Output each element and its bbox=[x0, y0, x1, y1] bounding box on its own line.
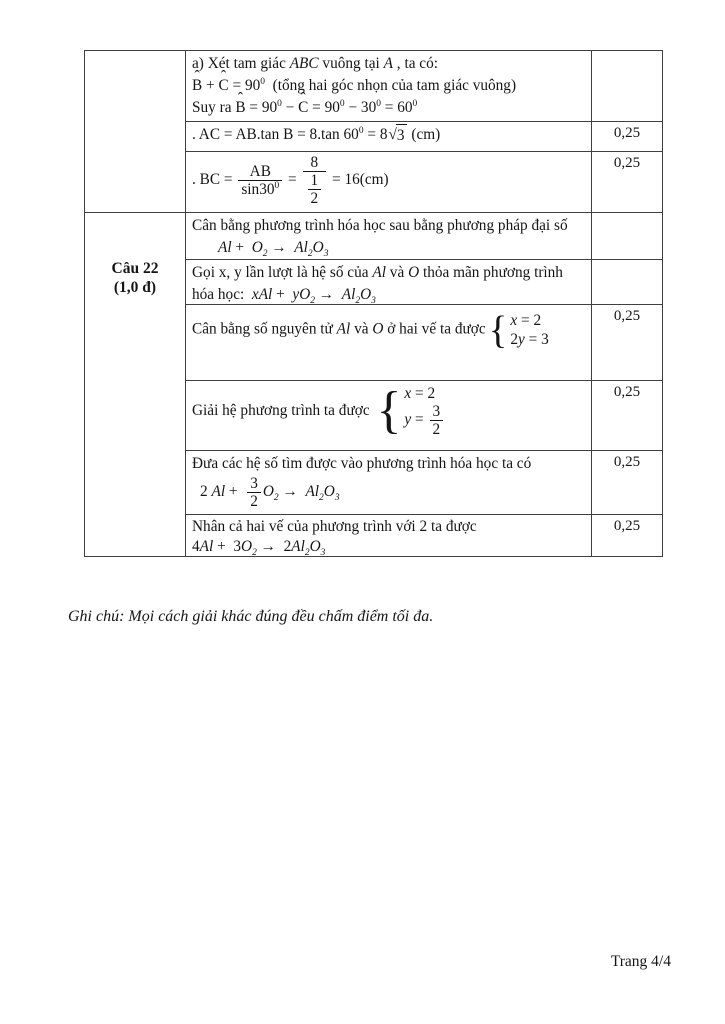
fraction-numerator bbox=[430, 403, 444, 421]
solution-text-line bbox=[192, 453, 589, 475]
text-segment: = 2 bbox=[411, 385, 436, 402]
text-segment: = 8 bbox=[363, 126, 388, 143]
text-segment: , ta có: bbox=[392, 55, 438, 72]
text-segment: 0 bbox=[376, 98, 381, 109]
solution-cell bbox=[186, 515, 592, 556]
answer-key-table bbox=[84, 50, 663, 557]
solution-cell bbox=[186, 213, 592, 259]
text-segment: O bbox=[360, 286, 372, 303]
text-segment: A bbox=[383, 55, 393, 72]
text-segment: Al bbox=[291, 538, 305, 555]
system-lines bbox=[510, 311, 548, 349]
score-cell: 0,25 bbox=[613, 518, 641, 534]
text-segment: O bbox=[408, 264, 420, 281]
radicand: 3 bbox=[396, 124, 407, 147]
chem-equation-line bbox=[192, 537, 589, 556]
text-segment: 2 bbox=[273, 493, 279, 504]
solution-text-line bbox=[192, 215, 589, 237]
fraction-numerator bbox=[308, 172, 322, 190]
text-segment: O bbox=[241, 538, 253, 555]
section-rows bbox=[186, 213, 662, 556]
table-row bbox=[186, 304, 662, 380]
text-segment: O bbox=[309, 538, 321, 555]
text-segment: 3 bbox=[323, 249, 329, 259]
equation-line bbox=[192, 154, 589, 207]
text-segment: Al bbox=[372, 264, 386, 281]
text-segment: = 90 bbox=[228, 77, 261, 94]
text-segment: = bbox=[411, 410, 428, 428]
text-segment: (cm) bbox=[407, 126, 441, 143]
text-segment: 8 bbox=[310, 154, 319, 171]
text-segment: Giải hệ phương trình ta được bbox=[192, 401, 374, 419]
table-row bbox=[186, 51, 662, 121]
score-cell: 0,25 bbox=[613, 125, 641, 141]
text-segment: 2 bbox=[304, 548, 310, 556]
text-segment: 3 bbox=[320, 548, 326, 556]
text-segment: Cân bằng số nguyên tử bbox=[192, 320, 337, 338]
fraction bbox=[238, 163, 282, 198]
text-segment: 2 bbox=[250, 493, 258, 511]
text-segment: = 90 bbox=[245, 99, 278, 116]
text-segment: 2 bbox=[262, 249, 268, 259]
text-segment: 2 bbox=[510, 331, 519, 349]
table-section-cau22 bbox=[85, 212, 662, 556]
system-brace-icon: { bbox=[488, 308, 508, 352]
text-segment: yO bbox=[292, 286, 311, 303]
score-cell: 0,25 bbox=[613, 454, 641, 470]
text-segment: Al bbox=[336, 320, 351, 338]
fraction-denominator bbox=[247, 493, 261, 510]
equation-line bbox=[192, 75, 589, 97]
text-segment: − bbox=[281, 99, 299, 116]
solution-cell bbox=[186, 152, 592, 212]
text-segment: vuông tại bbox=[318, 55, 384, 72]
score-cell: 0,25 bbox=[613, 155, 641, 171]
solution-cell bbox=[186, 260, 592, 304]
text-segment: Al bbox=[294, 239, 308, 256]
table-row bbox=[186, 450, 662, 514]
text-segment: và bbox=[350, 320, 373, 338]
solution-cell bbox=[186, 381, 592, 450]
text-segment: ABC bbox=[289, 55, 319, 72]
text-segment: O bbox=[251, 239, 263, 256]
table-row bbox=[186, 121, 662, 151]
text-segment: 0 bbox=[358, 125, 364, 136]
text-segment: → 2 bbox=[256, 538, 292, 555]
equation-line bbox=[192, 124, 589, 147]
fraction bbox=[247, 475, 261, 510]
text-segment: + 3 bbox=[213, 538, 242, 555]
chem-equation-line bbox=[192, 475, 589, 510]
text-segment: → bbox=[278, 483, 306, 501]
fraction-numerator bbox=[238, 163, 282, 181]
text-segment: 3 bbox=[334, 493, 340, 504]
system-line bbox=[510, 330, 548, 349]
text-segment: + bbox=[202, 77, 219, 94]
text-segment: Al bbox=[211, 483, 226, 501]
text-segment: xAl bbox=[251, 286, 273, 303]
text-segment: ở hai vế ta được bbox=[383, 320, 486, 338]
text-segment: và bbox=[385, 264, 409, 281]
fraction-numerator bbox=[247, 475, 261, 493]
text-segment: x bbox=[510, 312, 518, 329]
text-segment: 0 bbox=[277, 98, 282, 109]
text-segment: → bbox=[314, 286, 342, 303]
text-segment: ˆ C bbox=[218, 75, 228, 97]
text-segment: x bbox=[404, 385, 412, 402]
page-number: Trang 4/4 bbox=[610, 953, 671, 970]
system-line bbox=[404, 403, 445, 438]
table-section-geometry bbox=[85, 51, 662, 212]
sqrt-radical bbox=[389, 124, 407, 147]
question-points: (1,0 đ) bbox=[113, 279, 157, 296]
text-segment: Al bbox=[199, 538, 214, 555]
radical-sign-icon: √ bbox=[388, 126, 397, 143]
fraction-denominator bbox=[303, 172, 327, 207]
question-label bbox=[85, 213, 185, 297]
text-segment: − 30 bbox=[344, 99, 377, 116]
text-segment: = 60 bbox=[380, 99, 413, 116]
text-segment: Nhân cả hai vế của phương trình với 2 ta được bbox=[192, 518, 477, 535]
text-segment: y bbox=[518, 331, 525, 349]
text-segment: 2 bbox=[307, 249, 313, 259]
text-segment: 2 bbox=[252, 548, 257, 556]
text-segment: + bbox=[231, 239, 252, 256]
text-segment: 0 bbox=[339, 98, 345, 109]
question-number: Câu 22 bbox=[111, 260, 159, 277]
score-cell: 0,25 bbox=[613, 384, 641, 400]
text-segment: (tổng hai góc nhọn của tam giác vuông) bbox=[265, 77, 517, 94]
table-row bbox=[186, 514, 662, 556]
table-row bbox=[186, 259, 662, 304]
chem-equation-line bbox=[192, 284, 589, 304]
table-row bbox=[186, 380, 662, 450]
solution-cell bbox=[186, 305, 592, 380]
fraction-denominator bbox=[238, 181, 282, 198]
footer-note: Ghi chú: Mọi cách giải khác đúng đều chấm điểm tối đa. bbox=[68, 608, 434, 625]
section-rows bbox=[186, 51, 662, 212]
fraction bbox=[303, 154, 327, 207]
text-segment: = 16(cm) bbox=[328, 171, 389, 189]
text-segment: 0 bbox=[412, 98, 418, 109]
text-segment: + bbox=[272, 286, 293, 303]
solution-cell bbox=[186, 122, 592, 151]
text-segment: 3 bbox=[371, 296, 376, 304]
text-segment: hóa học: bbox=[192, 286, 252, 303]
table-row bbox=[186, 151, 662, 212]
solution-text-line bbox=[192, 53, 589, 75]
equation-system bbox=[376, 382, 445, 439]
solution-text-line bbox=[192, 517, 589, 537]
text-segment: 3 bbox=[250, 475, 258, 492]
text-segment: AB bbox=[249, 163, 271, 181]
text-segment: thỏa mãn phương trình bbox=[419, 264, 563, 281]
text-segment: + bbox=[225, 483, 246, 501]
text-segment: = 90 bbox=[308, 99, 340, 116]
text-segment: 2 bbox=[200, 483, 212, 501]
text-segment: O bbox=[262, 483, 274, 501]
text-segment: Cân bằng phương trình hóa học sau bằng phương pháp đại số bbox=[192, 217, 568, 234]
fraction-denominator bbox=[308, 190, 322, 207]
solution-cell bbox=[186, 451, 592, 514]
text-segment: ˆ B bbox=[192, 75, 202, 97]
text-segment: 2 bbox=[432, 420, 441, 438]
score-cell: 0,25 bbox=[613, 308, 641, 324]
text-segment: ˆ C bbox=[298, 97, 308, 119]
system-brace-icon: { bbox=[376, 382, 402, 439]
text-segment: a) Xét tam giác bbox=[192, 55, 290, 72]
score-cell bbox=[592, 260, 662, 304]
solution-cell bbox=[186, 51, 592, 121]
text-segment: = 3 bbox=[524, 331, 549, 349]
text-segment: 2 bbox=[355, 296, 361, 304]
text-segment: = bbox=[284, 171, 301, 189]
score-cell bbox=[592, 213, 662, 259]
text-segment: 1 bbox=[310, 172, 319, 190]
fraction bbox=[430, 403, 444, 438]
text-segment: 4 bbox=[192, 538, 200, 555]
text-segment: O bbox=[312, 239, 324, 256]
fraction bbox=[308, 172, 322, 207]
text-segment: Al bbox=[218, 239, 232, 256]
text-segment: Al bbox=[305, 483, 320, 501]
text-segment: . AC = AB.tan B = 8.tan 60 bbox=[192, 126, 359, 143]
text-segment: 2 bbox=[310, 190, 319, 208]
solution-text-line bbox=[192, 262, 589, 284]
system-line bbox=[510, 311, 541, 330]
score-cell bbox=[592, 51, 662, 121]
text-segment: Suy ra bbox=[192, 99, 236, 116]
fraction-numerator bbox=[303, 154, 327, 172]
equation-system bbox=[488, 308, 549, 352]
text-segment: . BC = bbox=[192, 171, 237, 189]
text-segment: O bbox=[372, 320, 384, 338]
equation-line bbox=[192, 382, 589, 439]
system-lines bbox=[404, 385, 445, 438]
table-row bbox=[186, 213, 662, 259]
text-segment: O bbox=[323, 483, 335, 501]
chem-equation-line bbox=[192, 237, 589, 259]
equation-line bbox=[192, 97, 589, 119]
text-segment: Al bbox=[341, 286, 356, 303]
question-label-cell bbox=[85, 213, 186, 556]
text-segment: ˆ B bbox=[235, 97, 245, 119]
text-segment: 2 bbox=[319, 493, 324, 504]
text-segment: 2 bbox=[310, 296, 315, 304]
fraction-denominator bbox=[430, 421, 444, 438]
text-segment: 0 bbox=[274, 181, 280, 192]
text-segment: = 2 bbox=[517, 312, 542, 329]
text-segment: → bbox=[267, 239, 295, 256]
system-line bbox=[404, 385, 435, 403]
text-segment: y bbox=[404, 410, 412, 428]
text-segment: 0 bbox=[260, 76, 265, 87]
text-segment: 3 bbox=[432, 402, 441, 420]
equation-line bbox=[192, 308, 589, 352]
text-segment: Gọi x, y lần lượt là hệ số của bbox=[192, 264, 373, 281]
text-segment: sin30 bbox=[241, 181, 275, 199]
question-label-cell-empty bbox=[85, 51, 186, 212]
text-segment: Đưa các hệ số tìm được vào phương trình hóa học ta có bbox=[192, 455, 532, 472]
